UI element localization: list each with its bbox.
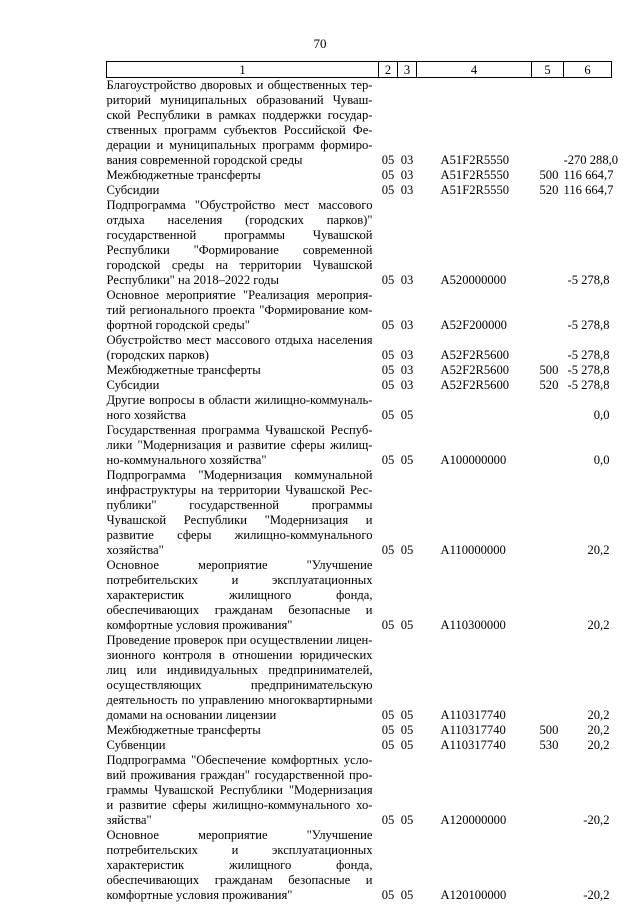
row-expense-type-code <box>532 468 564 558</box>
row-subsection-code: 03 <box>400 168 414 182</box>
row-target-article-code <box>417 393 532 423</box>
row-target-article-code: A110317740 <box>440 708 506 722</box>
row-expense-type-code <box>532 288 564 333</box>
row-amount: -270 288,0 <box>563 153 619 167</box>
row-name: Благоустройство дворовых и общественных территорий муниципальных образований Чувашской Республики в рамках поддержки государственных программ субъектов Российской Федерации и муниципальных программ формирования современной городской среды <box>106 78 373 167</box>
row-amount: -20,2 <box>583 888 610 902</box>
row-section-code: 05 <box>381 408 395 422</box>
row-target-article-code: A51F2R5550 <box>440 153 510 167</box>
row-name: Подпрограмма "Обеспечение комфортных условий проживания граждан" государственной программы Чувашской Республики "Модернизация и развитие сферы жилищно-коммунального хозяйства" <box>106 753 373 827</box>
row-subsection-code: 05 <box>400 813 414 827</box>
table-row <box>107 78 612 169</box>
row-name: Государственная программа Чувашской Республики "Модернизация и развитие сферы жилищно-коммунального хозяйства" <box>106 423 373 467</box>
row-subsection-code: 05 <box>400 543 414 557</box>
row-amount: -5 278,8 <box>567 348 610 362</box>
table-row <box>107 633 612 723</box>
header-col-5: 5 <box>532 62 564 78</box>
row-amount: -20,2 <box>583 813 610 827</box>
row-name: Проведение проверок при осуществлении лицензионного контроля в отношении юридических лиц или индивидуальных предпринимателей, осуществляющих предпринимательскую деятельность по управлению многоквартирными домами на основании лицензии <box>106 633 373 722</box>
row-subsection-code: 03 <box>400 153 414 167</box>
table-row <box>107 423 612 468</box>
row-name: Обустройство мест массового отдыха населения (городских парков) <box>106 333 373 362</box>
table-row <box>107 333 612 363</box>
row-section-code: 05 <box>381 348 395 362</box>
row-target-article-code: A110317740 <box>440 723 506 737</box>
row-section-code: 05 <box>381 183 395 197</box>
row-target-article-code: A120000000 <box>440 813 507 827</box>
row-expense-type-code: 500 <box>539 723 559 737</box>
row-name: Подпрограмма "Модернизация коммунальной инфраструктуры на территории Чувашской Республики" государственной программы Чувашской Республики "Модернизация и развитие сферы жилищно-коммунального хозяйства" <box>106 468 373 557</box>
row-amount: 116 664,7 <box>563 168 614 182</box>
row-name: Основное мероприятие "Улучшение потребительских и эксплуатационных характеристик жилищного фонда, обеспечивающих гражданам безопасные и комфортные условия проживания" <box>106 558 373 632</box>
row-name: Субвенции <box>106 738 166 752</box>
row-section-code: 05 <box>381 318 395 332</box>
table-row <box>107 753 612 828</box>
row-subsection-code: 03 <box>400 363 414 377</box>
row-subsection-code: 05 <box>400 738 414 752</box>
row-subsection-code: 05 <box>400 708 414 722</box>
row-target-article-code: A52F2R5600 <box>440 378 510 392</box>
table-body <box>106 78 619 904</box>
row-subsection-code: 05 <box>400 618 414 632</box>
row-target-article-code: A120100000 <box>440 888 507 902</box>
row-amount: -5 278,8 <box>567 273 610 287</box>
row-target-article-code: A110317740 <box>440 738 506 752</box>
row-amount: 20,2 <box>587 543 610 557</box>
row-expense-type-code: 520 <box>539 183 559 197</box>
row-expense-type-code: 500 <box>539 168 559 182</box>
row-expense-type-code <box>532 333 564 363</box>
row-name: Субсидии <box>106 378 160 392</box>
row-name: Основное мероприятие "Реализация мероприятий регионального проекта "Формирование комфортной городской среды" <box>106 288 373 332</box>
row-subsection-code: 05 <box>400 888 414 902</box>
row-expense-type-code: 500 <box>539 363 559 377</box>
table-row <box>107 363 612 378</box>
row-expense-type-code <box>532 828 564 903</box>
table-row <box>107 738 612 753</box>
row-name: Межбюджетные трансферты <box>106 723 261 737</box>
table-row <box>107 393 612 423</box>
row-name: Субсидии <box>106 183 160 197</box>
row-section-code: 05 <box>381 723 395 737</box>
row-section-code: 05 <box>381 708 395 722</box>
row-expense-type-code <box>532 633 564 723</box>
table-row <box>107 378 612 393</box>
row-subsection-code: 05 <box>400 723 414 737</box>
row-section-code: 05 <box>381 738 395 752</box>
row-amount: -5 278,8 <box>567 378 610 392</box>
row-target-article-code: A52F200000 <box>440 318 507 332</box>
row-section-code: 05 <box>381 153 395 167</box>
table-row <box>107 828 612 903</box>
row-amount: 116 664,7 <box>563 183 614 197</box>
row-amount: 0,0 <box>593 453 610 467</box>
table-header-row <box>107 62 612 78</box>
row-amount: 0,0 <box>593 408 610 422</box>
row-name: Другие вопросы в области жилищно-коммунального хозяйства <box>106 393 373 422</box>
row-name: Межбюджетные трансферты <box>106 168 261 182</box>
row-target-article-code: A52F2R5600 <box>440 348 510 362</box>
row-amount: 20,2 <box>587 618 610 632</box>
page-number: 70 <box>313 36 327 51</box>
table-row <box>107 183 612 198</box>
row-amount: -5 278,8 <box>567 363 610 377</box>
row-subsection-code: 03 <box>400 378 414 392</box>
row-amount: 20,2 <box>587 723 610 737</box>
row-expense-type-code: 530 <box>539 738 559 752</box>
row-subsection-code: 03 <box>400 183 414 197</box>
row-target-article-code: A51F2R5550 <box>440 183 510 197</box>
table-row <box>107 468 612 558</box>
row-target-article-code: A520000000 <box>440 273 507 287</box>
row-section-code: 05 <box>381 378 395 392</box>
header-col-1: 1 <box>107 62 379 78</box>
row-target-article-code: A110000000 <box>440 543 506 557</box>
row-subsection-code: 05 <box>400 408 414 422</box>
row-amount: 20,2 <box>587 708 610 722</box>
row-expense-type-code: 520 <box>539 378 559 392</box>
row-name: Основное мероприятие "Улучшение потребительских и эксплуатационных характеристик жилищного фонда, обеспечивающих гражданам безопасные и комфортные условия проживания" <box>106 828 373 902</box>
row-expense-type-code <box>532 753 564 828</box>
row-expense-type-code <box>532 78 564 169</box>
row-name: Подпрограмма "Обустройство мест массового отдыха населения (городских парков)" государственной программы Чувашской Республики "Формирование современной городской среды на территории Чувашской Республики" на 2018–2022 годы <box>106 198 373 287</box>
row-section-code: 05 <box>381 618 395 632</box>
row-section-code: 05 <box>381 168 395 182</box>
row-section-code: 05 <box>381 363 395 377</box>
row-amount: 20,2 <box>587 738 610 752</box>
header-col-2: 2 <box>379 62 398 78</box>
row-expense-type-code <box>532 558 564 633</box>
row-subsection-code: 03 <box>400 348 414 362</box>
budget-table <box>106 61 619 903</box>
row-subsection-code: 03 <box>400 318 414 332</box>
table-row <box>107 168 612 183</box>
row-section-code: 05 <box>381 543 395 557</box>
row-section-code: 05 <box>381 453 395 467</box>
header-col-6: 6 <box>564 62 612 78</box>
row-subsection-code: 03 <box>400 273 414 287</box>
row-target-article-code: A110300000 <box>440 618 506 632</box>
row-amount: -5 278,8 <box>567 318 610 332</box>
header-col-4: 4 <box>417 62 532 78</box>
header-col-3: 3 <box>398 62 417 78</box>
row-expense-type-code <box>532 393 564 423</box>
row-expense-type-code <box>532 423 564 468</box>
row-section-code: 05 <box>381 813 395 827</box>
row-name: Межбюджетные трансферты <box>106 363 261 377</box>
row-target-article-code: A51F2R5550 <box>440 168 510 182</box>
table-row <box>107 288 612 333</box>
row-section-code: 05 <box>381 888 395 902</box>
table-row <box>107 723 612 738</box>
table-row <box>107 558 612 633</box>
row-subsection-code: 05 <box>400 453 414 467</box>
row-target-article-code: A52F2R5600 <box>440 363 510 377</box>
table-row <box>107 198 612 288</box>
row-section-code: 05 <box>381 273 395 287</box>
row-target-article-code: A100000000 <box>440 453 507 467</box>
row-expense-type-code <box>532 198 564 288</box>
